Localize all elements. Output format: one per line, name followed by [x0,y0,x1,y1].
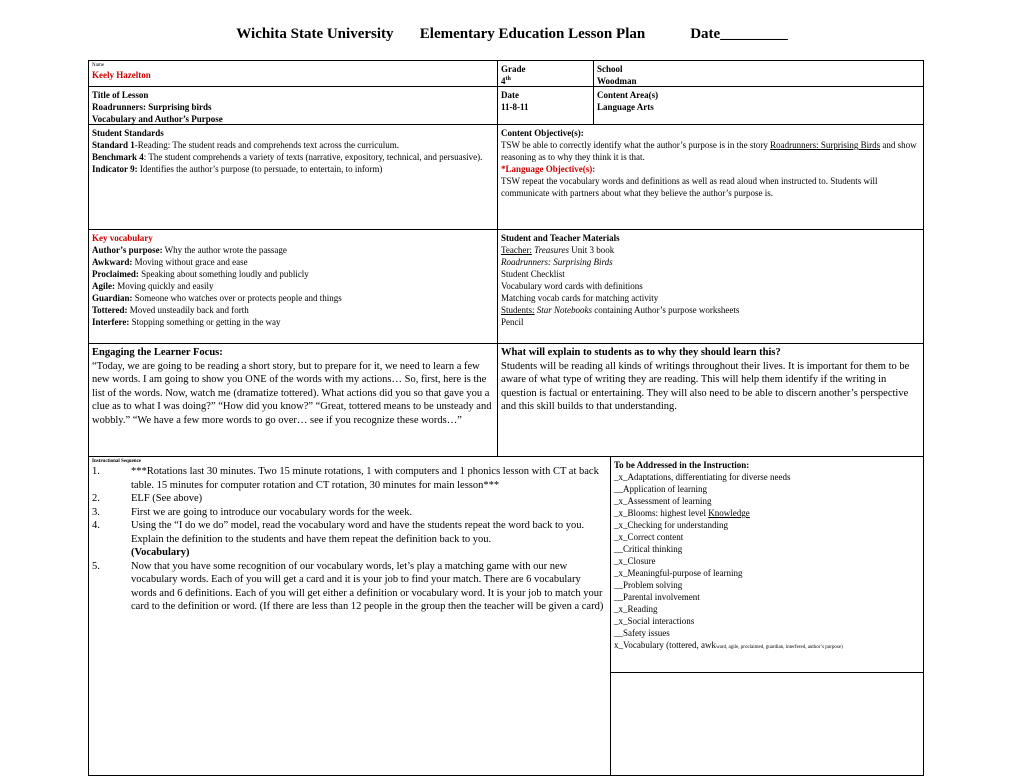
addressed-item: _x_Reading [614,604,658,614]
materials-story: Roadrunners: Surprising Birds [501,257,613,267]
lesson-title-line1: Roadrunners: Surprising birds [92,102,212,112]
name-value: Keely Hazelton [92,70,151,80]
name-label: Name [92,63,104,68]
language-objective-text: TSW repeat the vocabulary words and definitions as well as read aloud when instructed to. Students will communicate with partners about what they believe the author’s purpose is. [501,176,878,198]
materials-checklist: Student Checklist [501,269,565,279]
addressed-item: _x_Assessment of learning [614,496,712,506]
plan-title: Elementary Education Lesson Plan [419,26,646,42]
lesson-title-line2: Vocabulary and Author’s Purpose [92,114,223,124]
materials-cards: Vocabulary word cards with definitions [501,281,643,291]
empty-cell [610,672,924,776]
addressed-item: _x_Meaningful-purpose of learning [614,568,743,578]
addressed-item: _x_Closure [614,556,656,566]
addressed-item: _x_Checking for understanding [614,520,728,530]
grade-cell [497,60,594,87]
sequence-step: 3. First we are going to introduce our vocabulary words for the week. [92,506,413,518]
vocab-item: Guardian: Someone who watches over or protects people and things [92,293,342,303]
vocab-item: Interfere: Stopping something or getting in the way [92,317,281,327]
lesson-title-cell [88,86,498,125]
vocabulary-cell [88,229,498,344]
lesson-title-label: Title of Lesson [92,90,149,100]
standards-cell [88,124,498,230]
why-text: Students will be reading all kinds of writings throughout their lives. It is important for them to be aware of what type of writing they are reading. This will help them identify if the writing in question is factual or entertaining. They will also need to be able to discern another’s perspective and this skill builds to that understanding. [501,360,910,412]
indicator-9: Indicator 9: Identifies the author’s purpose (to persuade, to entertain, to inform) [92,164,383,174]
sequence-step: 1. ***Rotations last 30 minutes. Two 15 minute rotations, 1 with computers and 1 phonics lesson with CT at back table. 15 minutes for computer rotation and CT rotation, 30 minutes for main lesson*** [92,466,599,491]
why-label: What will explain to students as to why they should learn this? [501,347,781,358]
addressed-cell [610,456,924,673]
addressed-item: _x_Social interactions [614,616,695,626]
school-label: School [597,64,623,74]
date-cell [497,86,594,125]
content-objective-label: Content Objective(s): [501,128,584,138]
addressed-item: _x_Blooms: highest level Knowledge [614,508,750,518]
instructional-sequence-cell [88,456,611,776]
benchmark-4: Benchmark 4: The student comprehends a variety of texts (narrative, expository, technical, and persuasive). [92,152,483,162]
addressed-item: __Problem solving [614,580,683,590]
engaging-label: Engaging the Learner Focus: [92,347,223,358]
grade-value: 4th [501,76,511,86]
content-objective-text: TSW be able to correctly identify what the author’s purpose is in the story Roadrunners: Surprising Birds and show reasoning as to why they think it is that. [501,140,917,162]
content-area-label: Content Area(s) [597,90,659,100]
materials-pencil: Pencil [501,317,524,327]
vocabulary-label: Key vocabulary [92,233,153,243]
content-area-cell [593,86,924,125]
name-cell [88,60,498,87]
addressed-item: _x_Correct content [614,532,684,542]
addressed-item: __Application of learning [614,484,707,494]
sequence-label: Instructional Sequence [92,459,142,464]
vocab-item: Agile: Moving quickly and easily [92,281,214,291]
addressed-item: __Critical thinking [614,544,683,554]
materials-matching: Matching vocab cards for matching activity [501,293,659,303]
school-value: Woodman [597,76,637,86]
sequence-step: 2. ELF (See above) [92,493,203,504]
date-label: Date [501,90,519,100]
addressed-item-vocabulary: x_Vocabulary (tottered, awkward, agile, proclaimed, guardian, interfered, author’s purpose) [614,640,843,650]
language-objective-label: *Language Objective(s): [501,164,596,174]
materials-students: Students: Star Notebooks containing Author’s purpose worksheets [501,305,740,315]
addressed-item: __Safety issues [614,628,670,638]
school-cell [593,60,924,87]
header-date-label: Date_________ [690,26,788,42]
standard-1: Standard 1-Reading: The student reads and comprehends text across the curriculum. [92,140,400,150]
content-area-value: Language Arts [597,102,654,112]
addressed-label: To be Addressed in the Instruction: [614,460,750,470]
materials-label: Student and Teacher Materials [501,233,620,243]
addressed-item: _x_Adaptations, differentiating for diverse needs [614,472,791,482]
university-name: Wichita State University [236,26,394,42]
vocab-item: Tottered: Moved unsteadily back and forth [92,305,249,315]
vocab-item: Author’s purpose: Why the author wrote the passage [92,245,287,255]
date-value: 11-8-11 [501,102,529,112]
materials-cell [497,229,924,344]
sequence-step: 5. Now that you have some recognition of our vocabulary words, let’s play a matching game with our new vocabulary words. Each of you will get a card and it is your job to find your match. There are 6 vocabulary words and 6 definitions. Each of you will get either a definition or vocabulary word. It is your job to match your card to the definition or word. (If there are less than 12 people in the group then the teacher will be given a card) [92,560,604,612]
engaging-cell [88,343,498,457]
why-cell [497,343,924,457]
grade-label: Grade [501,64,526,74]
standards-label: Student Standards [92,128,164,138]
engaging-text: “Today, we are going to be reading a short story, but to prepare for it, we need to learn a few new words. I am going to show you ONE of the words with my actions… So, first, here is the list of the words. Now, watch me (dramatize tottered). What actions did you so that gave you a clue as to what I was doing?” “How did you know?” “Great, tottered means to be unsteady and wobbly.” “We have a few more words to go over… see if you recognize these words…” [92,360,492,426]
sequence-step: 4. Using the “I do we do” model, read the vocabulary word and have the students repeat the word back to you. Explain the definition to the students and have them repeat the definition back to you. (Vocabulary) [92,520,585,558]
objectives-cell [497,124,924,230]
document-title [0,26,1024,43]
materials-teacher: Teacher: Treasures Unit 3 book [501,245,615,255]
addressed-item: __Parental involvement [614,592,700,602]
vocab-item: Awkward: Moving without grace and ease [92,257,248,267]
vocab-item: Proclaimed: Speaking about something loudly and publicly [92,269,309,279]
